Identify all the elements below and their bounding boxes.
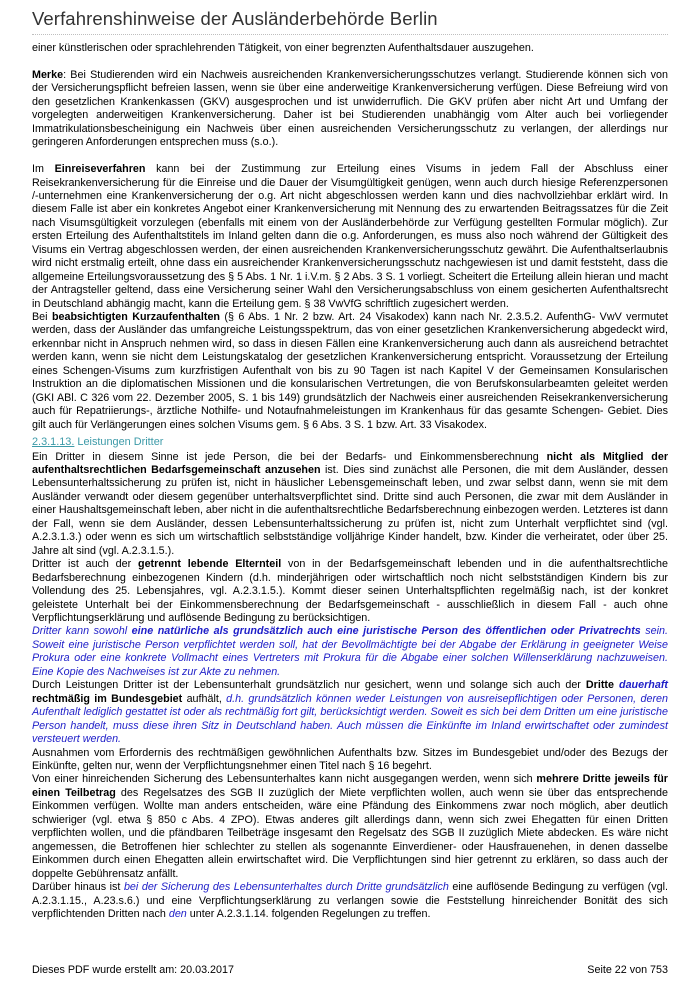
dritter3-bold: eine natürliche als grundsätzlich auch eine juristische Person des öffentlichen oder Privatrechts (131, 625, 641, 638)
paragraph-einreiseverfahren (32, 163, 668, 311)
dritter4-bold2: rechtmäßig im Bundesgebiet (32, 692, 183, 705)
page-header (32, 8, 668, 35)
dritter7-end: unter A.2.3.1.14. folgenden Regelungen zu treffen. (186, 907, 431, 920)
dritter6-pre: Von einer hinreichenden Sicherung des Lebensunterhaltes kann nicht ausgegangen werden, wenn sich (32, 773, 537, 786)
dritter4-bold1: Dritte (585, 679, 614, 692)
dritter2-text: von in der Bedarfsgemeinschaft lebenden und in die aufenthaltsrechtliche Bedarfsberechnung einbezogenen Kindern (d.h. minderjährigen oder wirtschaftlich noch nicht selbstständigen Kindern bis zur Vollendung des 25. Lebensjahres, vgl. A.2.3.1.5.). Kommt dieser seinen Unterhaltspflichten regelmäßig nach, ist der konkret geleistete Unterhalt bei der Einkommensberechnung der Bedarfsgemeinschaft - ausschließlich in diesem Fall - auch ohne Verpflichtungserklärung und auflösende Bedingung zu berücksichtigen. (32, 558, 669, 624)
footer-page-number: Seite 22 von 753 (587, 964, 668, 976)
dritter6-text: des Regelsatzes des SGB II zuzüglich der Miete verpflichten wollen, auch wenn sie über das entsprechende Einkommen verfügen. Wollte man anders entscheiden, wäre eine Pfändung des Einkommens zwar noch möglich, aber deutlich schwieriger (vgl. etwa § 850 c Abs. 4 ZPO). Etwas anderes gilt allerdings dann, wenn sich zwei Ehegatten für einen Dritten verpflichten wollen, und die pfändbaren Teilbeträge insgesamt den Regelsatz des SGB II zuzüglich Miete abdecken. Es wäre nicht angemessen, die Betroffenen hier schlechter zu stellen als sogenannte Einverdiener- oder Hausfrauenehen, in denen dasselbe Einkommen durch einen Ehegatten allein erwirtschaftet wird. Die Verpflichtungen sind hier getrennt zu erklären, so dass auch der doppelte Gebührensatz anfällt. (32, 786, 668, 880)
einreise-bold: Einreiseverfahren (54, 163, 146, 176)
kurz-bold: beabsichtigten Kurzaufenthalten (51, 311, 220, 324)
page-title: Verfahrenshinweise der Ausländerbehörde Berlin (32, 8, 438, 29)
dritter3-pre: Dritter kann sowohl (32, 625, 132, 638)
paragraph-continuation: einer künstlerischen oder sprachlehrenden Tätigkeit, von einer begrenzten Aufenthaltsdauer auszugehen. (32, 42, 534, 54)
dritter7-mid: eine auflösende Bedingung zu verfügen (vgl. A.2.3.1.15., A.23.s.6.) und eine Verpflichtungserklärung zu verlangen sowie die Feststellung hinreichender Bonität des sich verpflichtenden Dritten nach (32, 881, 668, 920)
paragraph-ausnahmen: Ausnahmen vom Erfordernis des rechtmäßigen gewöhnlichen Aufenthalts bzw. Sitzes im Bundesgebiet und/oder des Bezugs der Einkünfte, gelten nur, wenn der Verpflichtungsnehmer einen Titel nach § 16 begehrt. (32, 746, 668, 772)
dritter4-bold-blue: dauerhaft (619, 679, 668, 692)
dritter2-pre: Dritter ist auch der (32, 558, 139, 571)
dritter7-pre: Darüber hinaus ist (32, 881, 124, 894)
dritter1-pre: Ein Dritter in diesem Sinne ist jede Person, die bei der Bedarfs- und Einkommensberechnung (32, 450, 547, 463)
paragraph-juristische-person (32, 625, 668, 679)
merke-label: Merke (32, 68, 64, 81)
einreise-pre: Im (32, 163, 55, 176)
document-body (32, 42, 668, 921)
paragraph-mehrere-dritte (32, 773, 668, 881)
paragraph-merke (32, 69, 668, 150)
paragraph-rechtmaessiger-aufenthalt (32, 679, 668, 746)
paragraph-dritter-definition (32, 451, 668, 559)
dritter7-blue1: bei der Sicherung des Lebensunterhaltes durch Dritte grundsätzlich (123, 881, 449, 894)
dritter4-pre: Durch Leistungen Dritter ist der Lebensunterhalt grundsätzlich nur gesichert, wenn und solange sich auch der (32, 679, 586, 692)
dritter4-mid: aufhält, (182, 692, 227, 705)
paragraph-aufloesende-bedingung (32, 881, 668, 921)
dritter1-bold: nicht als Mitglied der aufenthaltsrechtlichen Bedarfsgemeinschaft anzusehen (32, 450, 669, 477)
dritter6-bold: mehrere Dritte jeweils für einen Teilbetrag (32, 773, 668, 799)
paragraph-kurzaufenthalte (32, 311, 668, 432)
dritter3-text: sein. Soweit eine juristische Person verpflichtet werden soll, hat der Bevollmächtigte bei der Abgabe der Erklärung in geeigneter Weise Prokura oder eine konkrete Vollmacht eines Vertreters mit Prokura für die Abgabe einer solchen Willenserklärung nachzuweisen. Eine Kopie des Nachweises ist zur Akte zu nehmen. (32, 625, 669, 678)
section-title: Leistungen Dritter (74, 436, 164, 449)
dritter2-bold: getrennt lebende Elternteil (138, 558, 282, 571)
paragraph-elternteil (32, 558, 668, 625)
kurz-pre: Bei (32, 311, 52, 324)
section-heading (32, 436, 668, 449)
dritter1-text: ist. Dies sind zunächst alle Personen, die mit dem Ausländer, dessen Lebensunterhaltssicherung zu prüfen ist, nicht in häuslicher Lebensgemeinschaft leben, und zwar selbst dann, wenn sie mit dem Ausländer verwandt oder diesem gegenüber unterhaltsverpflichtet sind. Dritte sind auch Personen, die zwar mit dem Ausländer in einer Haushaltsgemeinschaft leben, aber nicht in die aufenthaltsrechtliche Bedarfsberechnung einbezogen werden. Letzteres ist dann der Fall, wenn sie dem Ausländer, dessen Lebensunterhaltssicherung zu prüfen ist, nicht zum Unterhalt verpflichtet sind (vgl. A.2.3.1.3.) oder wenn es sich um wirtschaftlich selbstständige volljährige Kinder handelt, bzw. Kinder die verheiratet, oder über 25. Jahre alt sind (vgl. A.2.3.1.5.). (32, 464, 669, 557)
page-footer (32, 964, 668, 976)
merke-text: : Bei Studierenden wird ein Nachweis ausreichenden Krankenversicherungsschutzes verlangt. Studierende können sich von der Versicherungspflicht befreien lassen, wenn sie über eine anderweitige Krankenversicherung verfügen. Diese Befreiung wird von den gesetzlichen Krankenkassen (GKV) ausgesprochen und ist unwiderruflich. Die GKV prüfen aber nicht Art und Umfang der vorgelegten anderweitigen Krankenversicherung. Daher ist bei Studierenden unabhängig vom Alter auch bei vorliegender Immatrikulationsbescheinigung ein Nachweis über einen ausreichenden Versicherungsschutz zu verlangen, der allerdings nur geringeren Anforderungen entsprechen muss (s.o.). (32, 68, 668, 149)
kurz-text: (§ 6 Abs. 1 Nr. 2 bzw. Art. 24 Visakodex) kann nach Nr. 2.3.5.2. AufenthG- VwV vermutet werden, dass der Ausländer das umfangreiche Leistungsspektrum, das von einer gesetzlichen Krankenversicherung abgedeckt wird, erkennbar nicht in Anspruch nehmen wird, so dass in diesen Fällen eine Krankenversicherung auch dann als ausreichend betrachtet werden kann, wenn sie nicht dem Leistungskatalog der gesetzlichen Krankenversicherung entspricht. Voraussetzung der Erteilung eines Schengen-Visums zum kurzfristigen Aufenthalt von bis zu 90 Tagen ist nach Kapitel V der Gemeinsamen Konsularischen Instruktion an die diplomatischen Missionen und die konsularischen Vertretungen, die von Berufskonsularbeamten geleitet werden (GKI ABl. C 326 vom 22. Dezember 2005, S. 1 bis 149) grundsätzlich der Nachweis einer ausreichenden Reisekrankenversicherung auch für Repatriierungs-, ärztliche Nothilfe- und Notaufnahmeleistungen im Krankenhaus für das gesamte Schengen- Gebiet. Dies gilt auch für Verlängerungen eines solchen Visums gem. § 6 Abs. 3 S. 1 bzw. Art. 33 Visakodex. (32, 311, 668, 431)
footer-created-date: Dieses PDF wurde erstellt am: 20.03.2017 (32, 964, 234, 976)
section-number-link[interactable]: 2.3.1.13. (32, 436, 75, 449)
dritter7-blue2: den (168, 907, 187, 920)
einreise-text: kann bei der Zustimmung zur Erteilung eines Visums in jedem Fall der Abschluss einer Reisekrankenversicherung für die Einreise und die Dauer der Visumgültigkeit genügen, wenn auch durch hiesige Referenzpersonen /-unternehmen eine Krankenversicherung der o.g. Art nicht abgeschlossen werden kann und dies nachvollziehbar erklärt wird. In diesem Falle ist aber ein konkretes Angebot einer Krankenversicherung mit Nennung des zu erwartenden Beitragssatzes für die Zeit nach Visumsgültigkeit vorzulegen (ebenfalls mit einem von der Ausländerbehörde zur Verfügung gestellten Formular möglich). Zur ersten Erteilung des Aufenthaltstitels im Inland gelten dann die o.g. Anforderungen, es muss also noch während der Gültigkeit des Visums ein Vertrag abgeschlossen werden, der einen ausreichenden Krankenversicherungsschutz gewährt. Die Aufenthaltserlaubnis wird nicht erstmalig erteilt, ohne dass ein ausreichender Krankenversicherungsschutz nachgewiesen ist und damit feststeht, dass die allgemeine Erteilungsvoraussetzung des § 5 Abs. 1 Nr. 1 i.V.m. § 2 Abs. 3 S. 1 vorliegt. Scheitert die Erteilung allein hieran und macht der Antragsteller geltend, dass eine Versicherung seiner Wahl den Versicherungsabschluss von einem gesicherten Aufenthaltsrecht in Deutschland abhängig macht, kann die Erteilung gem. § 38 VwVfG schriftlich zugesichert werden. (32, 163, 668, 310)
dritter4-blue-text: d.h. grundsätzlich können weder Leistungen von ausreisepflichtigen oder Personen, deren Aufenthalt lediglich gestattet ist oder als rechtmäßig fort gilt, berücksichtigt werden. Soweit es sich bei dem Dritten um eine juristische Person handelt, muss diese ihren Sitz in Deutschland haben. Auch müssen die Einkünfte im Inland erwirtschaftet oder zumindest versteuert werden. (32, 692, 668, 746)
